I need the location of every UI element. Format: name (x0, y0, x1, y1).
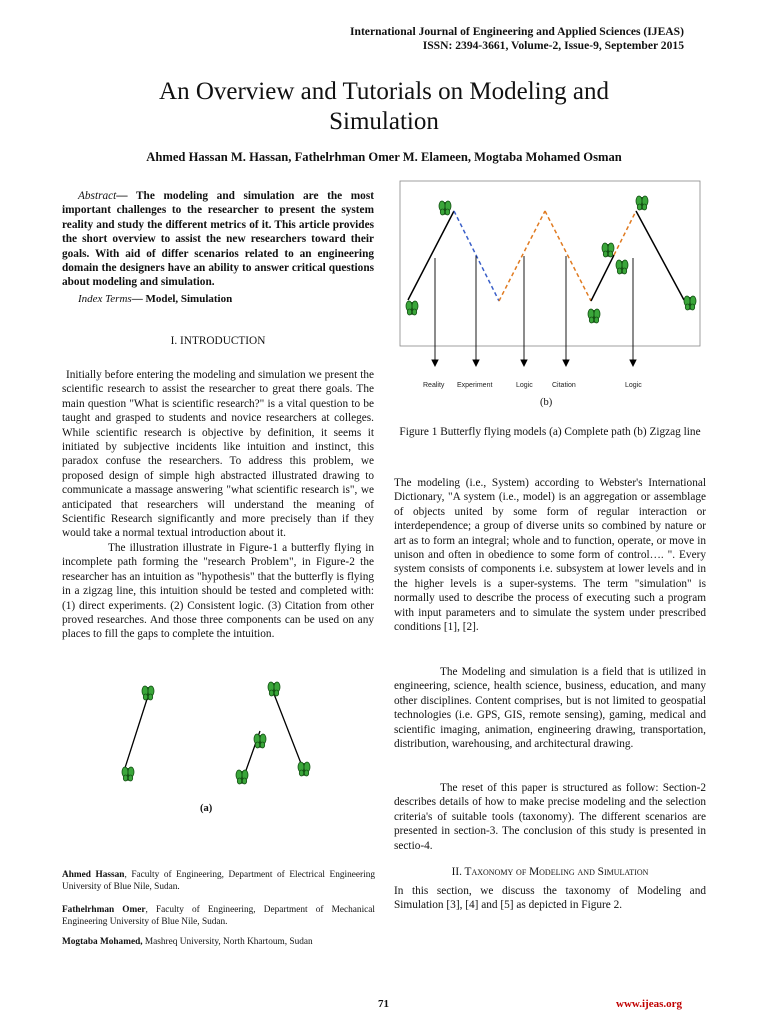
footnote-text: , Faculty of Engineering, Department of Electrical Engineering University of Blue Nile, Sudan. (62, 870, 375, 892)
right-paragraph-2-text: The Modeling and simulation is a field that is utilized in engineering, science, health science, business, education, and many other disciplines. Content comprises, but is not limited to geospatial technologies (i.e. GPS, GIS, remote sensing), gaming, medical and scientific imaging, animation, engineering drawing, transportation, distribution, warehousing, and architectural drawing. (394, 666, 706, 751)
butterfly-icon (254, 734, 266, 748)
butterfly-icon (602, 243, 614, 257)
page-number: 71 (378, 998, 389, 1010)
issn-line: ISSN: 2394-3661, Volume-2, Issue-9, September 2015 (422, 39, 684, 52)
abstract-label: Abstract (78, 190, 117, 202)
paper-title (0, 77, 768, 137)
zigzag-dashed-segment (614, 211, 636, 255)
butterfly-icon (616, 260, 628, 274)
path-line (274, 694, 302, 766)
right-paragraph-3-text: The reset of this paper is structured as follow: Section-2 describes details of how to make precise modeling and the selection criteria's of suitable tools (taxonomy). The different scenarios are presented in section-3. The conclusion of this study is presented in sectio-4. (394, 782, 706, 852)
right-paragraph-1 (394, 476, 706, 634)
butterfly-icon (406, 301, 418, 315)
butterfly-icon (684, 296, 696, 310)
footnote-text: , Faculty of Engineering, Department of Mechanical Engineering University of Blue Nile, Sudan. (62, 905, 376, 927)
figure-1b-label: (b) (540, 397, 553, 408)
abstract (62, 189, 374, 290)
title-line-1: An Overview and Tutorials on Modeling and (159, 78, 609, 105)
butterfly-icon (636, 196, 648, 210)
footnote-name: Ahmed Hassan (62, 870, 125, 880)
axis-label-reality: Reality (423, 382, 445, 389)
index-terms (78, 292, 378, 306)
journal-name: International Journal of Engineering and Applied Sciences (IJEAS) (349, 25, 684, 38)
zigzag-dashed-segment (545, 211, 591, 301)
right-paragraph-3 (394, 781, 706, 853)
intro-paragraph-1: Initially before entering the modeling and simulation we present the scientific research to assist the researcher to great there goals. The main question "What is scientific research?" is a vital question to be taught and grasped to students and novice researchers at colleges. While scientific research is objective by definition, it seems it initiated by subjective incidents like intuition and instinct, this paradox confuse the researchers. To address this problem, we proposed design of simple high abstracted illustrated drawing to communicate a massage answering "what scientific research is", we anticipated that researchers will understand the meaning of Scientific Research significantly and more precisely than if they would take a normal textual introduction about it. (62, 369, 374, 540)
zigzag-segment (408, 211, 454, 300)
axis-label-logic: Logic (516, 382, 533, 389)
footnote-author-2 (62, 905, 375, 928)
abstract-text: — The modeling and simulation are the most important challenges to the researcher to present the system reality and study the different metrics of it. This article provides the short overview to assist the new researchers toward their goals. With aid of differ scenarios related to an engineering domain the designers have an ability to answer critical questions about modeling and simulation. (62, 190, 374, 289)
intro-paragraph-2: The illustration illustrate in Figure-1 a butterfly flying in incomplete path forming the "research Problem", in Figure-2 the researcher has an intuition as "hypothesis" that the butterfly is flying in a zigzag line, this intuition should be tested and completed with: (1) direct experiments. (2) Consistent logic. (3) Citation from other proved researches. And those three components can be used on any places to fill the gaps to complete the intuition. (62, 541, 374, 641)
index-terms-text: — Model, Simulation (131, 293, 233, 305)
zigzag-dashed-segment (454, 211, 499, 301)
butterfly-icon (588, 309, 600, 323)
section-2-heading: II. Taxonomy of Modeling and Simulation (451, 866, 649, 878)
butterfly-icon (122, 767, 134, 781)
figure-1-caption: Figure 1 Butterfly flying models (a) Complete path (b) Zigzag line (399, 426, 701, 438)
section-2-body (394, 884, 706, 913)
butterfly-icon (298, 762, 310, 776)
section-1-heading: I. INTRODUCTION (170, 335, 266, 347)
zigzag-segment (591, 255, 614, 301)
footnote-text: Mashreq University, North Khartoum, Sudan (142, 937, 313, 947)
butterfly-icon (439, 201, 451, 215)
title-line-2: Simulation (329, 108, 439, 135)
axis-label-citation: Citation (552, 382, 576, 389)
authors: Ahmed Hassan M. Hassan, Fathelrhman Omer M. Elameen, Mogtaba Mohamed Osman (146, 150, 622, 164)
section-2-text: In this section, we discuss the taxonomy of Modeling and Simulation [3], [4] and [5] as depicted in Figure 2. (394, 885, 706, 912)
zigzag-segment (636, 211, 684, 300)
figure-1a-label: (a) (200, 803, 213, 814)
right-paragraph-1-text: The modeling (i.e., System) according to Webster's International Dictionary, "A system (i.e., model) is an aggregation or assemblage of objects united by some form of regular interaction or interdependence; a group of diverse units so combined by nature or art as to form an integral; whole and to function, operate, or move in unison and often in obedience to some form of control…. ". Every system consists of components i.e. subsystem at lower levels and in the higher levels is a super-systems. The term "simulation" is normally used to describe the process of executing such a program with input parameters and to simulate the system under prescribed conditions [1], [2]. (394, 477, 706, 634)
butterfly-icon (236, 770, 248, 784)
axis-label-logic-2: Logic (625, 382, 642, 389)
footnote-author-3 (62, 937, 375, 949)
journal-website-link[interactable]: www.ijeas.org (616, 998, 682, 1010)
introduction-body (62, 368, 374, 642)
figure-1b (394, 178, 706, 404)
butterfly-icon (268, 682, 280, 696)
zigzag-dashed-segment (499, 211, 545, 301)
footnote-name: Mogtaba Mohamed, (62, 937, 143, 947)
figure-1a (80, 676, 360, 806)
right-paragraph-2 (394, 665, 706, 751)
footnote-name: Fathelrhman Omer (62, 905, 146, 915)
index-terms-label: Index Terms (78, 293, 132, 305)
footnote-author-1 (62, 870, 375, 893)
axis-label-experiment: Experiment (457, 382, 493, 389)
butterfly-icon (142, 686, 154, 700)
path-line (124, 696, 148, 771)
